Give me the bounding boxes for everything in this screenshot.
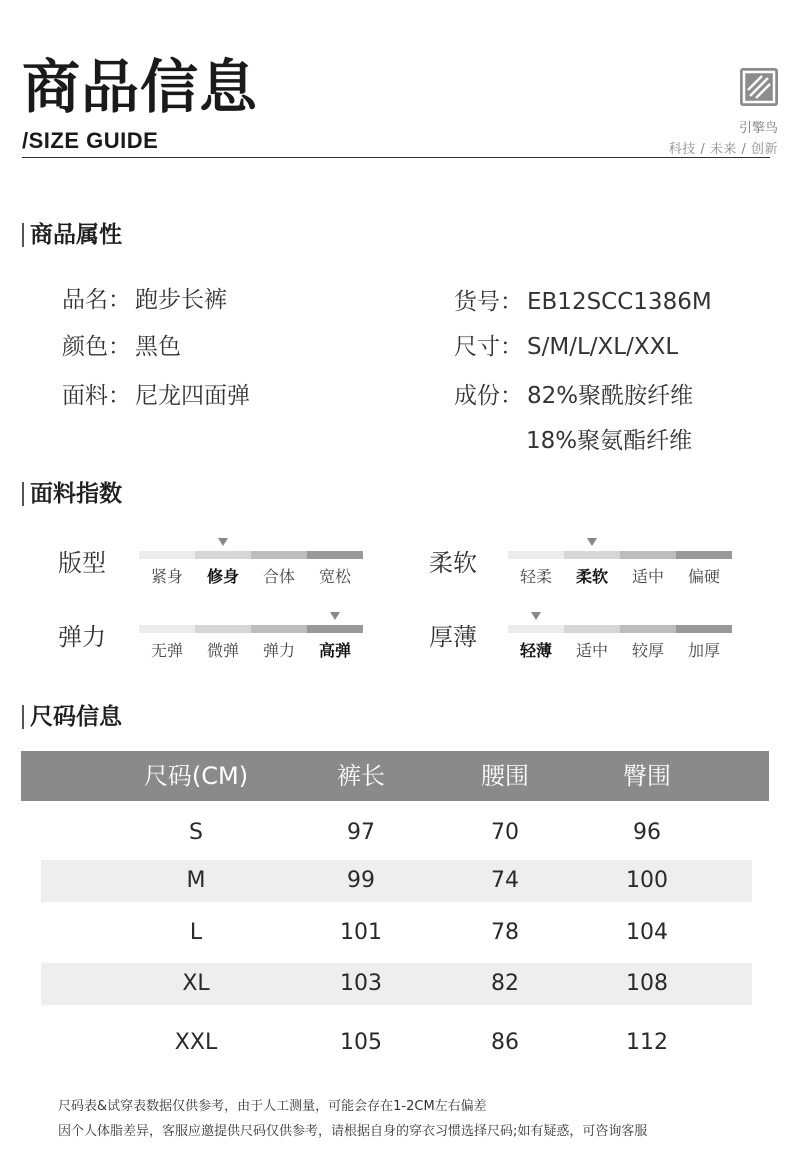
scale-segment — [139, 625, 195, 633]
scale-bar — [508, 625, 732, 633]
scale-segment — [251, 625, 307, 633]
table-cell: 108 — [626, 971, 668, 996]
scale-segment — [676, 551, 732, 559]
size-section-title: 尺码信息 — [22, 704, 122, 730]
attr-value: EB12SCC1386M — [527, 289, 712, 315]
scale-option-selected: 修身 — [206, 567, 239, 586]
attr-label: 货号： — [454, 289, 523, 315]
scale-option: 微弹 — [206, 641, 239, 660]
scale-segment — [508, 625, 564, 633]
table-header-cell: 臀围 — [623, 762, 671, 790]
scale-option: 较厚 — [631, 641, 664, 660]
triangle-down-icon — [330, 612, 340, 620]
scale-bar — [139, 625, 363, 633]
page-title: 商品信息 — [22, 53, 259, 121]
table-cell: 103 — [340, 971, 382, 996]
scale-segment — [307, 625, 363, 633]
table-row — [41, 1022, 752, 1064]
attr-value: 18%聚氨酯纤维 — [526, 428, 693, 454]
scale-options — [508, 638, 732, 661]
scale-option-selected: 高弹 — [318, 641, 351, 660]
table-cell: 86 — [491, 1030, 519, 1055]
scale-fit — [139, 542, 363, 586]
size-note: 尺码表&试穿表数据仅供参考，由于人工测量，可能会存在1-2CM左右偏差 — [58, 1099, 487, 1114]
scale-option: 适中 — [631, 567, 664, 586]
scale-elasticity — [139, 616, 363, 660]
triangle-down-icon — [218, 538, 228, 546]
scale-option: 轻柔 — [519, 567, 552, 586]
scale-bar — [139, 551, 363, 559]
table-cell: L — [189, 920, 203, 945]
scale-segment — [564, 551, 620, 559]
scale-option: 宽松 — [318, 567, 351, 586]
scale-segment — [508, 551, 564, 559]
attr-label: 面料： — [62, 383, 131, 409]
scale-label-elasticity: 弹力 — [58, 623, 106, 651]
scale-segment — [676, 625, 732, 633]
scale-options — [508, 564, 732, 587]
attr-value: 黑色 — [135, 334, 181, 360]
attr-label: 尺寸： — [454, 334, 523, 360]
stripe-logo-icon — [740, 68, 778, 106]
attr-value: 尼龙四面弹 — [135, 383, 250, 409]
triangle-down-icon — [587, 538, 597, 546]
attr-value: 跑步长裤 — [135, 287, 227, 313]
scale-segment — [195, 551, 251, 559]
scale-option: 偏硬 — [687, 567, 720, 586]
attr-sizes — [454, 328, 678, 361]
scale-segment — [620, 551, 676, 559]
table-cell: 82 — [491, 971, 519, 996]
scale-option: 紧身 — [150, 567, 183, 586]
scale-segment — [564, 625, 620, 633]
scale-option-selected: 轻薄 — [519, 641, 552, 660]
scale-label-softness: 柔软 — [429, 549, 477, 577]
scale-option: 弹力 — [262, 641, 295, 660]
scale-option-selected: 柔软 — [575, 567, 608, 586]
attributes-section-title: 商品属性 — [22, 222, 122, 248]
scale-bar — [508, 551, 732, 559]
scale-segment — [307, 551, 363, 559]
brand-slogan: 科技 / 未来 / 创新 — [668, 142, 778, 157]
attr-color — [62, 328, 181, 361]
scale-label-fit: 版型 — [58, 549, 106, 577]
scale-segment — [251, 551, 307, 559]
table-cell: XL — [182, 971, 210, 996]
attr-label: 品名： — [62, 287, 131, 313]
attr-composition-2 — [526, 422, 692, 455]
table-row — [41, 912, 752, 954]
scale-label-thickness: 厚薄 — [429, 623, 477, 651]
attr-label: 成份： — [454, 383, 523, 409]
table-row — [41, 812, 752, 854]
size-table-header — [21, 751, 769, 801]
scale-segment — [139, 551, 195, 559]
table-cell: 100 — [626, 868, 668, 893]
scale-option: 无弹 — [150, 641, 183, 660]
triangle-down-icon — [531, 612, 541, 620]
table-header-cell: 裤长 — [337, 762, 385, 790]
table-cell: 74 — [491, 868, 519, 893]
table-header-cell: 尺码(CM) — [143, 762, 249, 790]
scale-option: 合体 — [262, 567, 295, 586]
table-header-cell: 腰围 — [481, 762, 529, 790]
attr-fabric — [62, 377, 250, 410]
attr-product-name — [62, 281, 227, 314]
fabric-index-section-title: 面料指数 — [22, 481, 122, 507]
scale-options — [139, 638, 363, 661]
table-cell: 96 — [633, 820, 661, 845]
table-row — [41, 860, 752, 902]
table-cell: 105 — [340, 1030, 382, 1055]
attr-item-number — [454, 283, 712, 316]
table-row — [41, 963, 752, 1005]
table-cell: S — [189, 820, 203, 845]
size-note: 因个人体脂差异，客服应邀提供尺码仅供参考，请根据自身的穿衣习惯选择尺码;如有疑惑，可咨询客服 — [58, 1124, 648, 1139]
table-cell: 104 — [626, 920, 668, 945]
scale-segment — [620, 625, 676, 633]
attr-composition — [454, 377, 693, 410]
table-cell: 70 — [491, 820, 519, 845]
scale-softness — [508, 542, 732, 586]
table-cell: 101 — [340, 920, 382, 945]
attr-value: S/M/L/XL/XXL — [527, 334, 679, 360]
header-divider — [22, 157, 770, 158]
scale-thickness — [508, 616, 732, 660]
scale-option: 加厚 — [687, 641, 720, 660]
table-cell: XXL — [174, 1030, 218, 1055]
scale-options — [139, 564, 363, 587]
table-cell: 112 — [626, 1030, 668, 1055]
brand-name: 引擎鸟 — [738, 121, 778, 136]
table-cell: 97 — [347, 820, 375, 845]
table-cell: 99 — [347, 868, 375, 893]
scale-option: 适中 — [575, 641, 608, 660]
table-cell: 78 — [491, 920, 519, 945]
attr-value: 82%聚酰胺纤维 — [527, 383, 694, 409]
attr-label: 颜色： — [62, 334, 131, 360]
page-subtitle: /SIZE GUIDE — [22, 128, 159, 153]
table-cell: M — [186, 868, 206, 893]
scale-segment — [195, 625, 251, 633]
